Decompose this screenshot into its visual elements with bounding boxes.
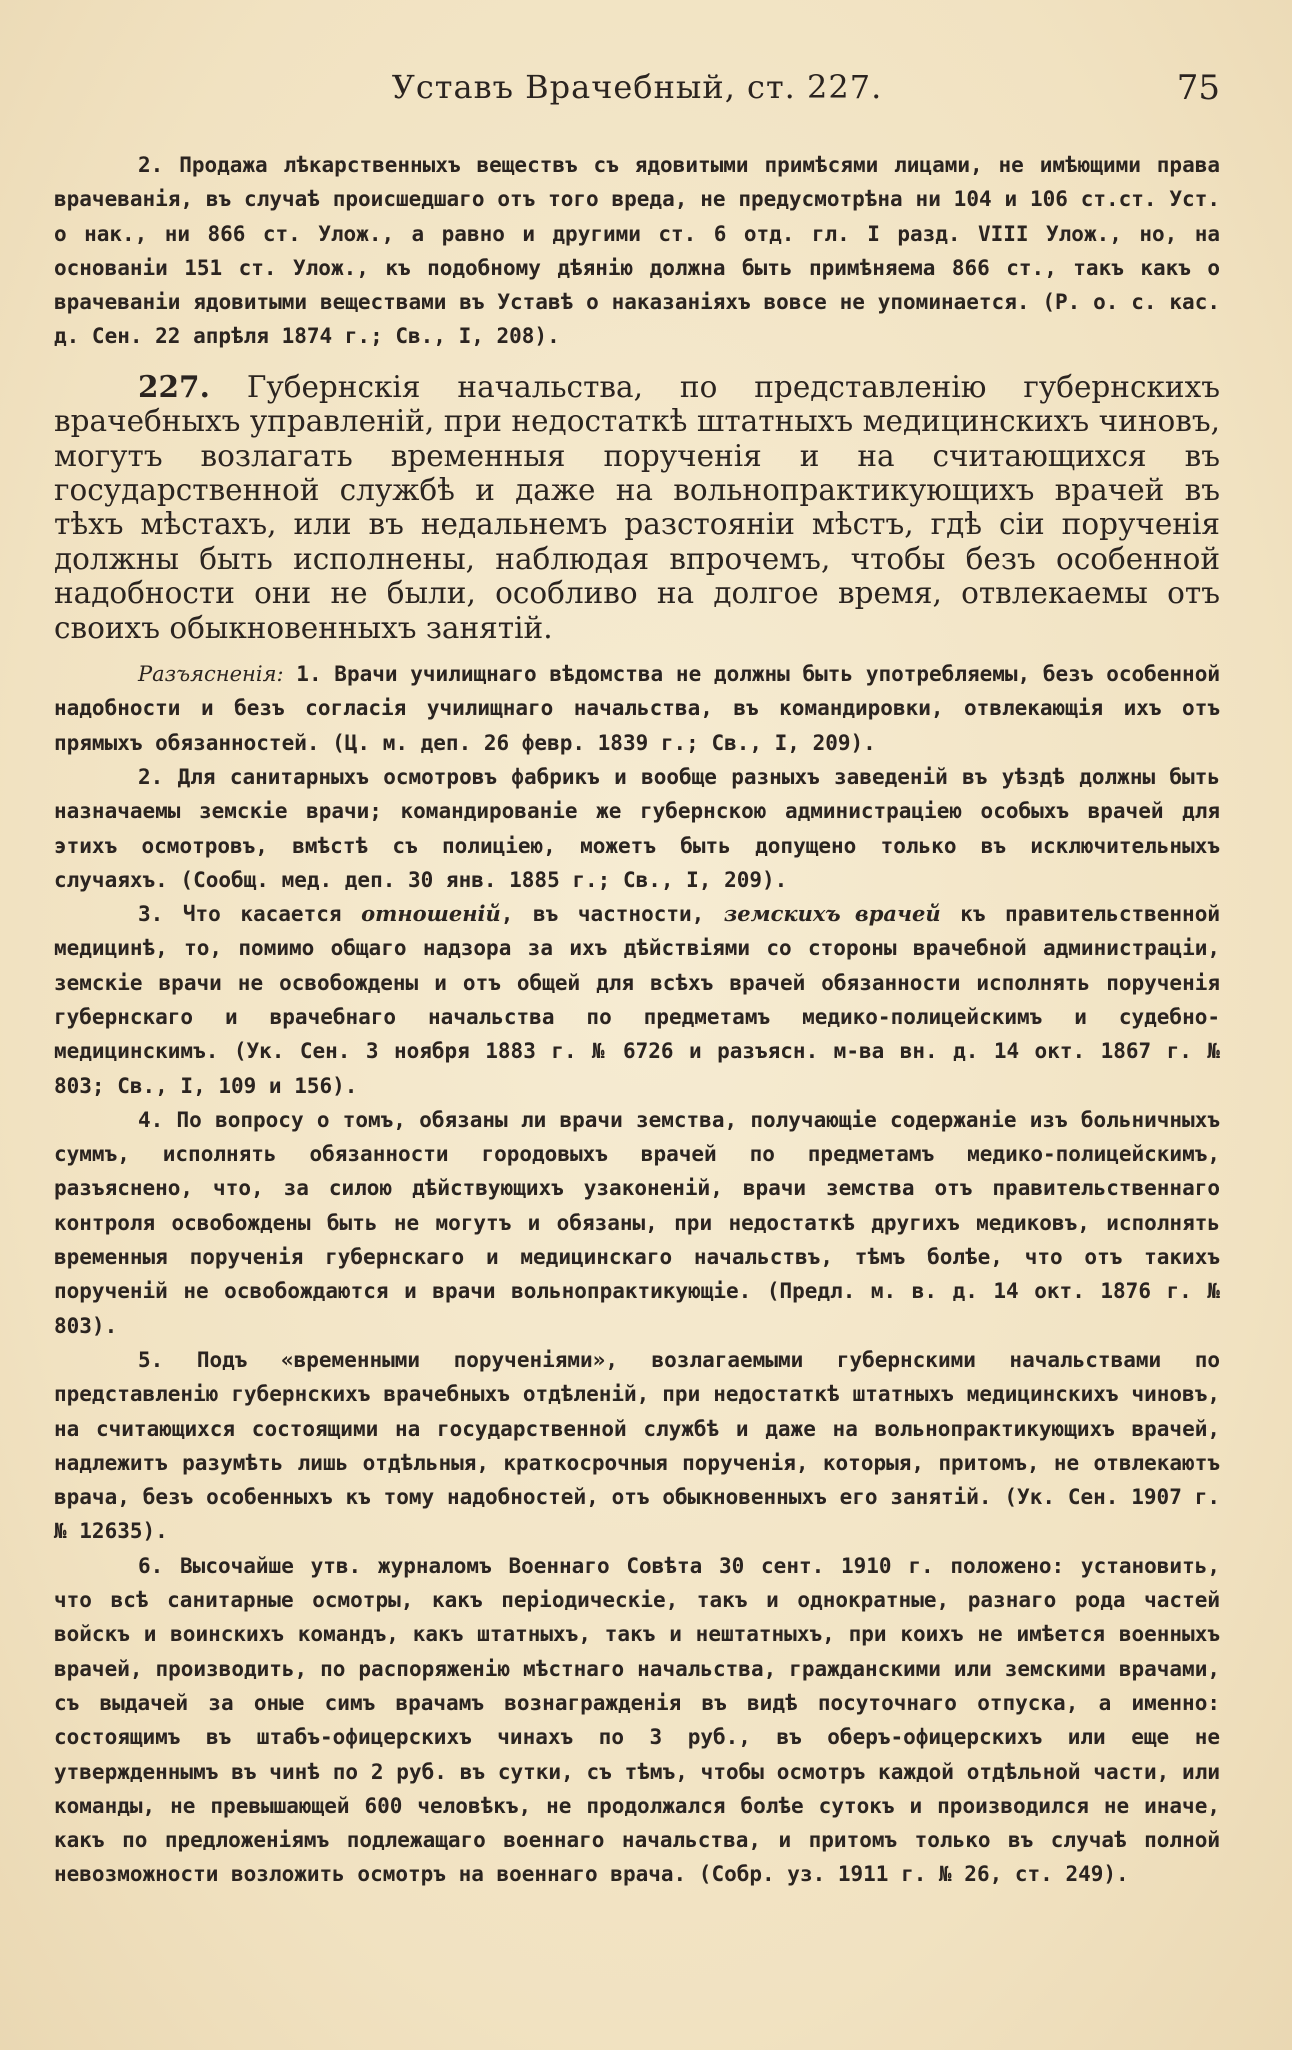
explanation-1 xyxy=(54,657,1220,760)
page-body xyxy=(54,148,1220,1892)
explanations-block xyxy=(54,657,1220,1892)
explanation-5: 5. Подъ «временными порученіями», возлагаемыми губернскими начальствами по представленію губернскихъ врачебныхъ отдѣленій, при недостаткѣ штатныхъ медицинскихъ чиновъ, на считающихся состоящими на государственной службѣ и даже на вольнопрактикующихъ врачей, надлежитъ разумѣть лишь отдѣльныя, краткосрочныя порученія, которыя, притомъ, не отвлекаютъ врача, безъ особенныхъ къ тому надобностей, отъ обыкновенныхъ его занятій. (Ук. Сен. 1907 г. № 12635). xyxy=(54,1347,1220,1544)
article-paragraph xyxy=(54,370,1220,645)
explanation-3 xyxy=(54,897,1220,1103)
running-head: Уставъ Врачебный, ст. 227. xyxy=(391,68,883,106)
page-header xyxy=(54,68,1220,112)
explanation-3-emphasis-2: земскихъ врачей xyxy=(723,901,941,927)
previous-explanation-block xyxy=(54,148,1220,354)
page-number: 75 xyxy=(1176,68,1220,108)
explanation-4: 4. По вопросу о томъ, обязаны ли врачи земства, получающіе содержаніе изъ больничныхъ суммъ, исполнять обязанности городовыхъ врачей по предметамъ медико-полицейскимъ, разъяснено, что, за силою дѣйствующихъ узаконеній, врачи земства отъ правительственнаго контроля освобождены быть не могутъ и обязаны, при недостаткѣ другихъ медиковъ, исполнять временныя порученія губернскаго и медицинскаго начальствъ, тѣмъ болѣе, что отъ такихъ порученій не освобождаются и врачи вольнопрактикующіе. (Предл. м. в. д. 14 окт. 1876 г. № 803). xyxy=(54,1107,1220,1338)
explanation-3-start: 3. Что касается xyxy=(138,902,362,927)
explanation-6: 6. Высочайше утв. журналомъ Военнаго Совѣта 30 сент. 1910 г. положено: установить, что всѣ санитарные осмотры, какъ періодическіе, такъ и однократные, разнаго рода частей войскъ и воинскихъ командъ, какъ штатныхъ, такъ и нештатныхъ, при коихъ не имѣется военныхъ врачей, производить, по распоряженію мѣстнаго начальства, гражданскими или земскими врачами, съ выдачей за оные симъ врачамъ вознагражденія въ видѣ посуточнаго отпуска, а именно: состоящимъ въ штабъ-офицерскихъ чинахъ по 3 руб., въ оберъ-офицерскихъ или еще не утвержденнымъ въ чинѣ по 2 руб. въ сутки, съ тѣмъ, чтобы осмотръ каждой отдѣльной части, или команды, не превышающей 600 человѣкъ, не продолжался болѣе сутокъ и производился не иначе, какъ по предложеніямъ подлежащаго военнаго начальства, и притомъ только въ случаѣ полной невозможности возложить осмотръ на военнаго врача. (Собр. уз. 1911 г. № 26, ст. 249). xyxy=(54,1553,1220,1887)
article-text: Губернскія начальства, по представленію губернскихъ врачебныхъ управленій, при недостаткѣ штатныхъ медицинскихъ чиновъ, могутъ возлагать временныя порученія и на считающихся въ государственной службѣ и даже на вольнопрактикующихъ врачей въ тѣхъ мѣстахъ, или въ недальнемъ разстояніи мѣстъ, гдѣ сіи порученія должны быть исполнены, наблюдая впрочемъ, чтобы безъ особенной надобности они не были, особливо на долгое время, отвлекаемы отъ своихъ обыкновенныхъ занятій. xyxy=(54,369,1220,645)
explanation-3-emphasis-1: отношеній xyxy=(361,901,501,927)
explanation-2: 2. Для санитарныхъ осмотровъ фабрикъ и вообще разныхъ заведеній въ уѣздѣ должны быть назначаемы земскіе врачи; командированіе же губернскою администраціею особыхъ врачей для этихъ осмотровъ, вмѣстѣ съ полиціею, можетъ быть допущено только въ исключительныхъ случаяхъ. (Сообщ. мед. деп. 30 янв. 1885 г.; Св., I, 209). xyxy=(54,764,1220,892)
explanations-label: Разъясненія: xyxy=(138,662,284,687)
explanation-1-text: 1. Врачи училищнаго вѣдомства не должны быть употребляемы, безъ особенной надобности и безъ согласія училищнаго начальства, въ командировки, отвлекающія ихъ отъ прямыхъ обязанностей. (Ц. м. деп. 26 февр. 1839 г.; Св., I, 209). xyxy=(54,662,1220,755)
explanation-3-end: къ правительственной медицинѣ, то, помимо общаго надзора за ихъ дѣйствіями со стороны врачебной администраціи, земскіе врачи не освобождены и отъ общей для всѣхъ врачей обязанности исполнять порученія губернскаго и врачебнаго начальства по предметамъ медико-полицейскимъ и судебно-медицинскимъ. (Ук. Сен. 3 ноября 1883 г. № 6726 и разъясн. м-ва вн. д. 14 окт. 1867 г. № 803; Св., I, 109 и 156). xyxy=(54,902,1220,1098)
previous-explanation-2: 2. Продажа лѣкарственныхъ веществъ съ ядовитыми примѣсями лицами, не имѣющими права врачеванія, въ случаѣ происшедшаго отъ того вреда, не предусмотрѣна ни 104 и 106 ст.ст. Уст. о нак., ни 866 ст. Улож., а равно и другими ст. 6 отд. гл. I разд. VIII Улож., но, на основаніи 151 ст. Улож., къ подобному дѣянію должна быть примѣняема 866 ст., такъ какъ о врачеваніи ядовитыми веществами въ Уставѣ о наказаніяхъ вовсе не упоминается. (Р. о. с. кас. д. Сен. 22 апрѣля 1874 г.; Св., I, 208). xyxy=(54,153,1220,349)
explanation-3-mid: , въ частности, xyxy=(500,902,724,927)
article-227 xyxy=(54,354,1220,657)
article-number: 227. xyxy=(138,368,210,404)
